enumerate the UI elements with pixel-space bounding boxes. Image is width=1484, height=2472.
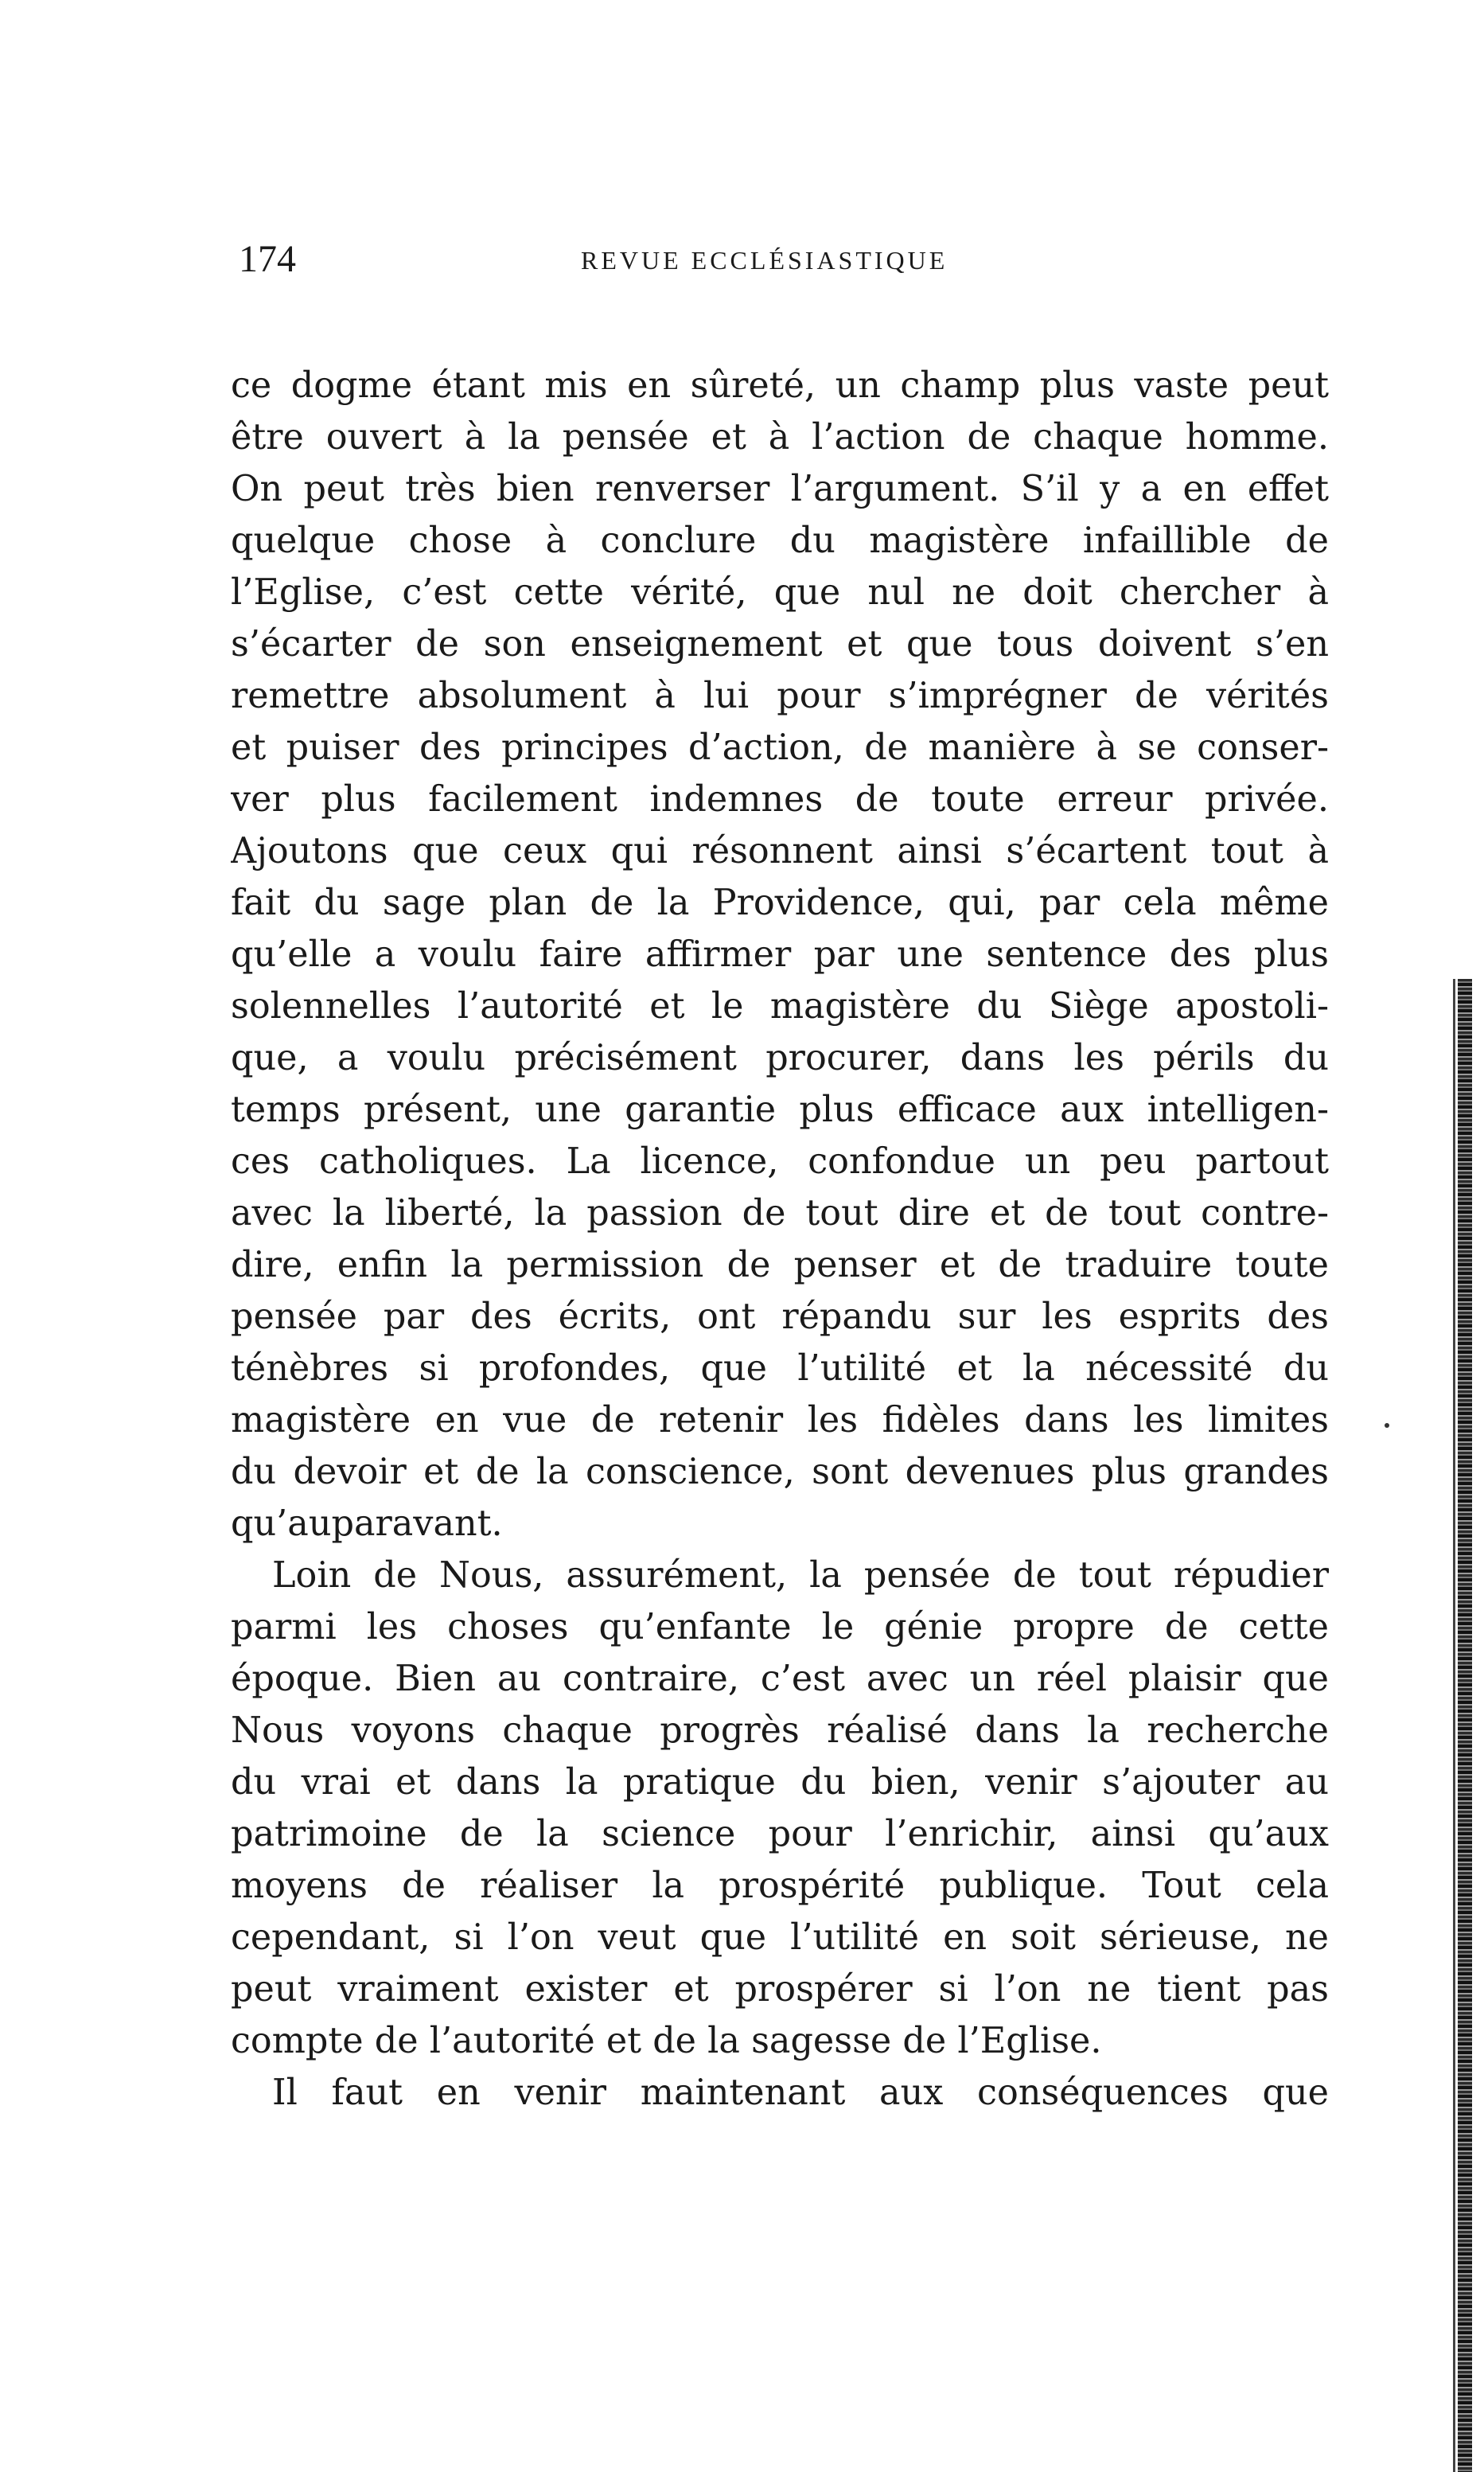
paragraph-2 xyxy=(231,1550,1329,2067)
text-line: s’écarter de son enseignement et que tous doivent s’en xyxy=(231,624,1329,665)
page-edge-strip xyxy=(1458,979,1472,2472)
text-line: qu’elle a voulu faire affirmer par une sentence des plus xyxy=(231,934,1329,975)
text-line: Nous voyons chaque progrès réalisé dans la recherche xyxy=(231,1710,1329,1751)
paragraph-3 xyxy=(231,2067,1329,2119)
text-line: temps présent, une garantie plus efficace aux intelligen- xyxy=(231,1090,1329,1130)
text-line: remettre absolument à lui pour s’imprégner de vérités xyxy=(231,676,1329,716)
text-line: du devoir et de la conscience, sont devenues plus grandes xyxy=(231,1452,1329,1492)
text-line: ver plus facilement indemnes de toute erreur privée. xyxy=(231,779,1329,820)
text-line: solennelles l’autorité et le magistère du Siège apostoli- xyxy=(231,986,1329,1027)
text-line: compte de l’autorité et de la sagesse de l’Eglise. xyxy=(231,2021,1102,2061)
page-number: 174 xyxy=(239,238,296,280)
text-line: époque. Bien au contraire, c’est avec un réel plaisir que xyxy=(231,1659,1329,1699)
page-edge-line xyxy=(1453,979,1455,2472)
text-line: dire, enfin la permission de penser et de traduire toute xyxy=(231,1245,1329,1285)
text-line: magistère en vue de retenir les fidèles dans les limites xyxy=(231,1400,1329,1441)
journal-title: REVUE ECCLÉSIASTIQUE xyxy=(581,246,948,275)
text-line: ces catholiques. La licence, confondue un peu partout xyxy=(231,1141,1329,1182)
text-line: On peut très bien renverser l’argument. S’il y a en effet xyxy=(231,469,1329,509)
body-text xyxy=(231,360,1329,2119)
text-line: fait du sage plan de la Providence, qui, par cela même xyxy=(231,883,1329,923)
running-head xyxy=(239,236,1345,283)
text-line: ténèbres si profondes, que l’utilité et la nécessité du xyxy=(231,1348,1329,1389)
ink-speck xyxy=(1385,1423,1389,1428)
text-line: avec la liberté, la passion de tout dire et de tout contre- xyxy=(231,1193,1329,1234)
text-line: Ajoutons que ceux qui résonnent ainsi s’écartent tout à xyxy=(231,831,1329,871)
text-line: être ouvert à la pensée et à l’action de chaque homme. xyxy=(231,417,1329,458)
paragraph-1 xyxy=(231,360,1329,1550)
text-line: patrimoine de la science pour l’enrichir, ainsi qu’aux xyxy=(231,1814,1329,1854)
text-line: qu’auparavant. xyxy=(231,1503,503,1544)
text-line: du vrai et dans la pratique du bien, venir s’ajouter au xyxy=(231,1762,1329,1803)
text-line: et puiser des principes d’action, de manière à se conser- xyxy=(231,727,1329,768)
text-line: peut vraiment exister et prospérer si l’on ne tient pas xyxy=(231,1969,1329,2010)
text-line: parmi les choses qu’enfante le génie propre de cette xyxy=(231,1607,1329,1647)
text-line: moyens de réaliser la prospérité publique. Tout cela xyxy=(231,1866,1329,1906)
text-line: ce dogme étant mis en sûreté, un champ plus vaste peut xyxy=(231,365,1329,406)
text-line: pensée par des écrits, ont répandu sur les esprits des xyxy=(231,1296,1329,1337)
text-line: cependant, si l’on veut que l’utilité en soit sérieuse, ne xyxy=(231,1917,1329,1958)
text-line: quelque chose à conclure du magistère infaillible de xyxy=(231,521,1329,561)
text-line: Il faut en venir maintenant aux conséquences que xyxy=(272,2072,1329,2113)
text-line: l’Eglise, c’est cette vérité, que nul ne doit chercher à xyxy=(231,572,1329,613)
text-line: que, a voulu précisément procurer, dans les périls du xyxy=(231,1038,1329,1078)
text-line: Loin de Nous, assurément, la pensée de tout répudier xyxy=(272,1555,1329,1596)
